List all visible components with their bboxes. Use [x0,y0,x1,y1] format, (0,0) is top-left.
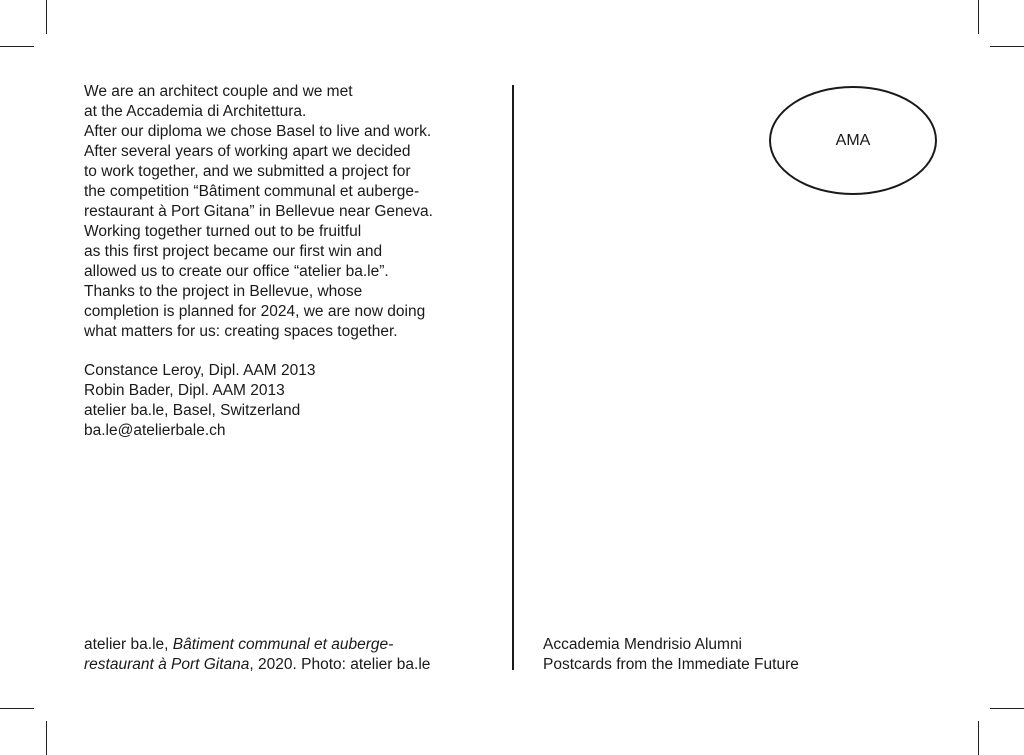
message-line: We are an architect couple and we met [84,83,353,100]
message-line: completion is planned for 2024, we are now doing [84,303,426,320]
signature-name-2: Robin Bader, Dipl. AAM 2013 [84,382,285,399]
signature-office: atelier ba.le, Basel, Switzerland [84,402,301,419]
crop-mark-top-left-horizontal [0,46,34,47]
crop-mark-bottom-left-vertical [46,721,47,755]
message-line: what matters for us: creating spaces together. [84,323,398,340]
publisher-name: Accademia Mendrisio Alumni [543,636,743,653]
publisher-footer [543,635,943,675]
caption-line-1 [84,635,504,655]
stamp-label: AMA [835,131,871,149]
message-line: Thanks to the project in Bellevue, whose [84,283,363,300]
message-line: After our diploma we chose Basel to live and work. [84,123,432,140]
signature-block [84,361,494,441]
message-line: After several years of working apart we decided [84,143,411,160]
signature-name-1: Constance Leroy, Dipl. AAM 2013 [84,362,316,379]
crop-mark-top-left-vertical [46,0,47,34]
caption-line-2 [84,655,504,675]
postcard-message [84,82,494,441]
message-line: the competition “Bâtiment communal et auberge- [84,183,420,200]
message-line: at the Accademia di Architettura. [84,103,307,120]
crop-mark-bottom-right-horizontal [990,708,1024,709]
crop-mark-top-right-vertical [978,0,979,34]
caption-title-part-2: restaurant à Port Gitana [84,656,250,673]
stamp-oval [769,86,937,195]
caption-title-part-1: Bâtiment communal et auberge- [172,636,394,653]
crop-mark-bottom-left-horizontal [0,708,34,709]
message-line: as this first project became our first win and [84,243,383,260]
caption-author: atelier ba.le, [84,636,173,653]
signature-email: ba.le@atelierbale.ch [84,422,226,439]
message-line: allowed us to create our office “atelier ba.le”. [84,263,389,280]
photo-caption [84,635,504,675]
postcard-divider [512,85,514,670]
message-line: to work together, and we submitted a project for [84,163,411,180]
caption-credit: , 2020. Photo: atelier ba.le [249,656,431,673]
message-line: Working together turned out to be fruitful [84,223,362,240]
crop-mark-bottom-right-vertical [978,721,979,755]
message-paragraph [84,82,494,342]
crop-mark-top-right-horizontal [990,46,1024,47]
message-line: restaurant à Port Gitana” in Bellevue near Geneva. [84,203,433,220]
series-title: Postcards from the Immediate Future [543,656,799,673]
